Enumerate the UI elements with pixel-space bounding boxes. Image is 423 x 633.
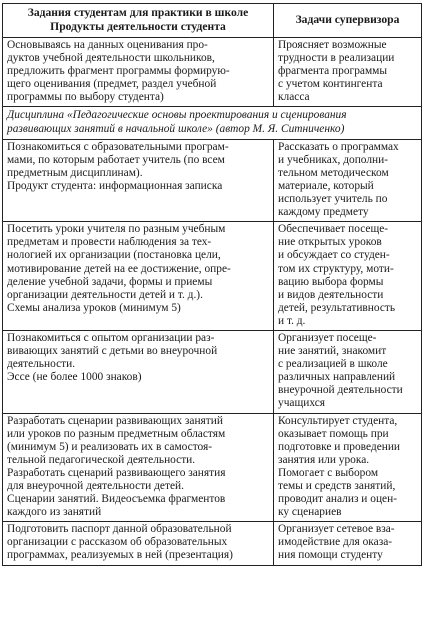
table-row xyxy=(3,413,422,522)
cell-line: с учетом контингента xyxy=(278,78,383,91)
cell-line: ние открытых уроков xyxy=(278,236,382,249)
cell-line: Помогает с выбором xyxy=(278,466,379,479)
cell-line: каждого из занятий xyxy=(7,506,102,519)
table-header-row xyxy=(3,4,422,38)
cell-line: программы по выбору студента) xyxy=(7,91,164,104)
cell-line: дуктов учебной деятельности школьников, xyxy=(7,52,215,65)
cell-line: Продукт студента: информационная записка xyxy=(7,179,223,192)
cell-line: оказывает помощь при xyxy=(278,427,389,440)
cell-line: учащихся xyxy=(278,397,326,410)
supervisor-task-cell xyxy=(274,38,422,107)
discipline-row xyxy=(3,107,422,139)
cell-line: материале, который xyxy=(278,179,374,192)
cell-line: Консультирует студента, xyxy=(278,414,398,427)
cell-line: тельном методическом xyxy=(278,166,389,179)
student-task-cell xyxy=(3,413,274,522)
student-task-cell xyxy=(3,38,274,107)
header-line: Задания студентам для практики в школе xyxy=(27,6,249,19)
cell-line: вивающих занятий с детьми во внеурочной xyxy=(7,345,218,358)
cell-line: Познакомиться с опытом организации раз- xyxy=(7,331,215,344)
cell-line: фрагмента программы xyxy=(278,65,388,78)
header-supervisor-tasks: Задачи супервизора xyxy=(274,4,422,38)
cell-line: Сценарии занятий. Видеосъемка фрагментов xyxy=(7,493,226,506)
cell-line: различных направлений xyxy=(278,371,396,384)
practice-tasks-table xyxy=(2,3,422,566)
cell-line: тельной педагогической деятельности. xyxy=(7,453,196,466)
supervisor-task-cell xyxy=(274,522,422,565)
cell-line: Разработать сценарии развивающих занятий xyxy=(7,414,223,427)
cell-line: детей, результативность xyxy=(278,301,396,314)
header-line: Продукты деятельности студента xyxy=(50,20,226,33)
supervisor-task-cell xyxy=(274,413,422,522)
cell-line: темы и средств занятий, xyxy=(278,480,396,492)
cell-line: организации деятельности детей и т. д.). xyxy=(7,288,203,301)
supervisor-task-cell xyxy=(274,222,422,331)
cell-line: развивающих занятий в начальной школе» (автор М. Я. Ситниченко) xyxy=(7,122,345,135)
student-task-cell xyxy=(3,139,274,222)
cell-line: Обеспечивает посеще- xyxy=(278,223,389,236)
supervisor-task-cell xyxy=(274,139,422,222)
cell-line: мотивирование детей на ее достижение, опре- xyxy=(7,262,231,275)
cell-line: или уроков по разным предметным областям xyxy=(7,427,226,440)
table-row xyxy=(3,222,422,331)
cell-line: Дисциплина «Педагогические основы проектирования и сценирования xyxy=(7,109,347,122)
cell-line: Организует сетевое вза- xyxy=(278,523,395,536)
cell-line: Эссе (не более 1000 знаков) xyxy=(7,371,142,384)
cell-line: деление учебной задачи, формы и приемы xyxy=(7,275,213,288)
cell-line: (минимум 5) и реализовать их в самостоя- xyxy=(7,440,213,453)
cell-line: ку сценариев xyxy=(278,506,342,519)
table-row xyxy=(3,522,422,565)
cell-line: трудности в реализации xyxy=(278,52,395,65)
cell-line: класса xyxy=(278,91,310,104)
cell-line: щего оценивания (предмет, раздел учебной xyxy=(7,78,217,91)
cell-line: деятельности. xyxy=(7,358,76,371)
cell-line: вацию выбора формы xyxy=(278,275,384,288)
cell-line: и обсуждает со студен- xyxy=(278,249,390,262)
cell-line: имодействие для оказа- xyxy=(278,536,393,549)
supervisor-task-cell xyxy=(274,330,422,413)
student-task-cell xyxy=(3,522,274,565)
student-task-cell xyxy=(3,222,274,331)
cell-line: каждому предмету xyxy=(278,206,369,219)
cell-line: Организует посеще- xyxy=(278,331,377,344)
cell-line: Основываясь на данных оценивания про- xyxy=(7,39,208,51)
table-row xyxy=(3,38,422,107)
cell-line: том их структуру, моти- xyxy=(278,262,394,275)
cell-line: предметам и провести наблюдения за тех- xyxy=(7,236,212,249)
cell-line: Подготовить паспорт данной образовательной xyxy=(7,523,232,536)
cell-line: ние занятий, знакомит xyxy=(278,345,387,358)
cell-line: занятия или урока. xyxy=(278,453,370,466)
cell-line: использует учитель по xyxy=(278,193,388,206)
cell-line: предметным дисциплинам). xyxy=(7,166,143,179)
header-student-tasks xyxy=(3,4,274,38)
cell-line: Разработать сценарий развивающего занятия xyxy=(7,466,226,479)
cell-line: Схемы анализа уроков (минимум 5) xyxy=(7,301,181,314)
cell-line: для внеурочной деятельности детей. xyxy=(7,480,184,492)
discipline-cell xyxy=(3,107,422,139)
table-row xyxy=(3,139,422,222)
cell-line: проводит анализ и оцен- xyxy=(278,493,397,506)
cell-line: Посетить уроки учителя по разным учебным xyxy=(7,223,226,236)
cell-line: подготовке и проведении xyxy=(278,440,401,453)
cell-line: нологией их организации (постановка цели, xyxy=(7,249,221,262)
cell-line: Рассказать о программах xyxy=(278,140,399,153)
cell-line: мами, по которым работает учитель (по всем xyxy=(7,153,225,166)
table-row xyxy=(3,330,422,413)
cell-line: ния помощи студенту xyxy=(278,549,383,562)
cell-line: и видов деятельности xyxy=(278,288,384,301)
cell-line: и учебниках, дополни- xyxy=(278,153,389,166)
cell-line: предложить фрагмент программы формирую- xyxy=(7,65,230,78)
student-task-cell xyxy=(3,330,274,413)
cell-line: Проясняет возможные xyxy=(278,39,387,51)
cell-line: и т. д. xyxy=(278,314,306,327)
cell-line: Познакомиться с образовательными програм- xyxy=(7,140,229,153)
cell-line: программах, реализуемых в ней (презентация) xyxy=(7,549,233,562)
cell-line: внеурочной деятельности xyxy=(278,384,403,397)
cell-line: с реализацией в школе xyxy=(278,358,388,371)
cell-line: организации с рассказом об образовательных xyxy=(7,536,228,549)
